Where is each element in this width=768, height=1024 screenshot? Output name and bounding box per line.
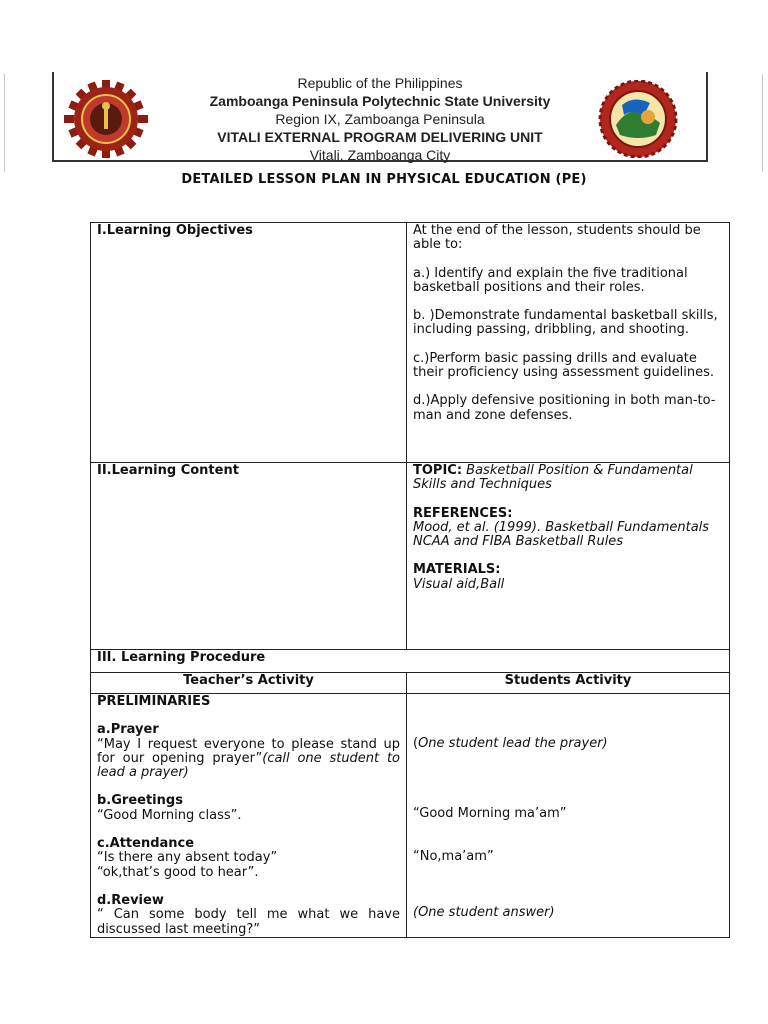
page-edge-right [762,74,763,172]
content-label: II.Learning Content [97,463,239,478]
topic-text: Basketball Position & Fundamental Skills and Techniques [413,463,693,493]
materials-label: MATERIALS: [413,562,501,578]
objective-item: a.) Identify and explain the five traditional basketball positions and their roles. [413,265,688,295]
header-city: Vitali, Zamboanga City [309,147,451,163]
review-title: d.Review [97,892,164,908]
topic-label: TOPIC: [413,463,463,478]
header-republic: Republic of the Philippines [297,75,463,91]
students-activity-cell [407,694,730,938]
header-university: Zamboanga Peninsula Polytechnic State University [209,93,551,109]
university-seal-icon [64,80,148,158]
objective-item: d.)Apply defensive positioning in both man-to-man and zone defenses. [413,393,716,423]
objectives-cell [407,223,730,463]
procedure-heading-row [91,650,730,673]
content-cell [407,463,730,650]
activity-header-row [91,673,730,694]
reference-item: NCAA and FIBA Basketball Rules [413,534,624,550]
review-student-text: (One student answer) [413,904,555,920]
greetings-title: b.Greetings [97,793,183,809]
header-text [154,74,606,164]
program-seal-icon [596,80,680,158]
review-teacher-text: “ Can some body tell me what we have discussed last meeting?” [97,907,400,937]
attendance-teacher-line: “ok,that’s good to hear”. [97,864,259,880]
page-edge-left [4,74,5,172]
objective-item: c.)Perform basic passing drills and evaluate their proficiency using assessment guidelines. [413,350,714,381]
attendance-student-text: “No,ma’am” [413,848,494,864]
teacher-activity-cell [91,694,407,938]
preliminaries-heading: PRELIMINARIES [97,694,211,709]
content-label-cell [91,463,407,650]
prayer-teacher-note: (call one student to lead a prayer) [97,750,400,781]
greetings-teacher-text: “Good Morning class”. [97,807,242,823]
header-region: Region IX, Zamboanga Peninsula [275,111,485,127]
document-title: DETAILED LESSON PLAN IN PHYSICAL EDUCATION (PE) [181,172,587,187]
procedure-heading-cell [91,650,730,673]
attendance-teacher-line: “Is there any absent today” [97,850,278,866]
greetings-student-text: “Good Morning ma’am” [413,806,567,822]
teacher-activity-header: Teacher’s Activity [91,673,407,694]
references-label: REFERENCES: [413,505,513,521]
document-header [52,72,708,162]
prayer-teacher-text: “May I request everyone to please stand up for our opening prayer”(call one student to lead a prayer) [97,736,400,781]
objective-item: b. )Demonstrate fundamental basketball skills, including passing, dribbling, and shooting. [413,308,718,338]
activity-body-row [91,694,730,938]
objectives-label-cell [91,223,407,463]
prayer-title: a.Prayer [97,722,159,738]
objectives-row [91,223,730,463]
attendance-title: c.Attendance [97,836,195,852]
reference-item: Mood, et al. (1999). Basketball Fundamentals [413,519,710,535]
objectives-intro: At the end of the lesson, students should be able to: [413,223,701,253]
objectives-label: I.Learning Objectives [97,223,253,238]
prayer-student-text: (One student lead the prayer) [413,736,608,751]
procedure-label: III. Learning Procedure [97,650,266,665]
header-unit: VITALI EXTERNAL PROGRAM DELIVERING UNIT [217,129,543,145]
students-activity-header: Students Activity [407,673,730,694]
materials-text: Visual aid,Ball [413,576,505,592]
content-row [91,463,730,650]
lesson-plan-table [90,222,730,938]
